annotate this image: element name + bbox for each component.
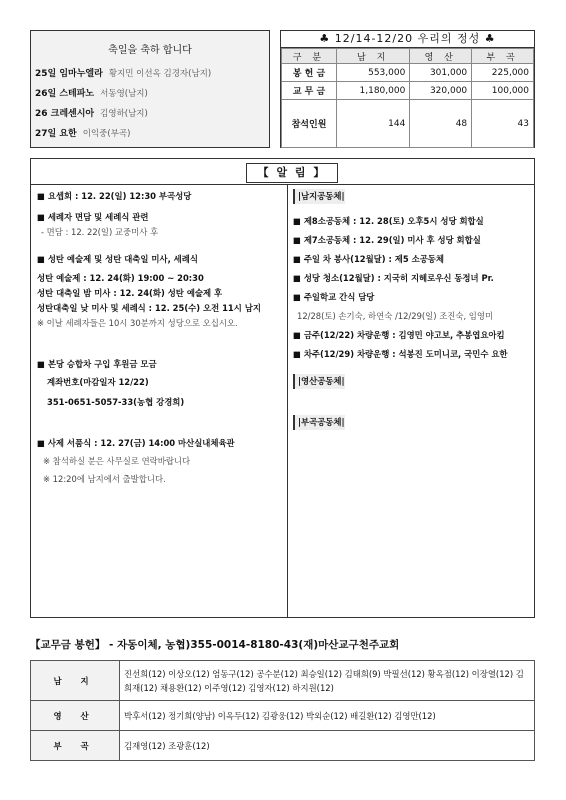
birthday-title: 축일을 축하 합니다	[108, 45, 192, 56]
notice-item: 성탄 예술제 : 12. 24(화) 19:00 ~ 20:30	[37, 273, 204, 283]
notice-item: ■ 주일학교 간식 담당	[293, 292, 375, 302]
divider	[31, 184, 534, 185]
birthday-entry: 27일 요한 이익중(부곡)	[35, 129, 131, 139]
table-row: 교 무 금 1,180,000 320,000 100,000	[282, 82, 534, 100]
section-heading: |영산공동체|	[293, 374, 345, 389]
notice-item: 성탄 대축일 밤 미사 : 12. 24(화) 성탄 예술제 후	[37, 288, 223, 298]
offering-header: 부 곡	[472, 49, 534, 64]
notice-left-column	[37, 189, 285, 487]
offering-title: ♣ 12/14-12/20 우리의 정성 ♣	[281, 31, 534, 48]
notice-item: ■ 본당 승합차 구입 후원금 모금	[37, 359, 157, 369]
offering-header: 영 산	[410, 49, 472, 64]
notice-right-column	[293, 189, 533, 430]
birthday-box	[30, 30, 270, 148]
notice-title: 【 알 림 】	[246, 163, 338, 183]
account-info: 【교무금 봉헌】 - 자동이체, 농협)355-0014-8180-43(재)마산교구천주교회	[30, 639, 400, 651]
notice-item: - 면담 : 12. 22(일) 교중미사 후	[41, 227, 159, 237]
notice-item: 351-0651-5057-33(농협 강경희)	[47, 397, 185, 407]
table-row: 봉 헌 금 553,000 301,000 225,000	[282, 64, 534, 82]
birthday-entry: 26일 스테파노 서동영(남지)	[35, 89, 148, 99]
notice-item: ※ 참석하실 분은 사무실로 연락바랍니다	[43, 456, 191, 466]
notice-item: ■ 주일 차 봉사(12월달) : 제5 소공동체	[293, 254, 444, 264]
notice-item: ■ 금주(12/22) 차량운행 : 김영민 야고보, 추봉엽요아킴	[293, 330, 505, 340]
offering-header: 남 지	[337, 49, 410, 64]
notice-item: ■ 차주(12/29) 차량운행 : 석봉진 도미니코, 국민수 요한	[293, 349, 508, 359]
table-row: 참석인원 144 48 43	[282, 100, 534, 148]
notice-item: 12/28(토) 손기숙, 하연숙 /12/29(일) 조진숙, 임영미	[297, 311, 494, 321]
donor-table	[30, 660, 535, 761]
notice-item: ■ 사제 서품식 : 12. 27(금) 14:00 마산실내체육관	[37, 438, 235, 448]
table-row: 남 지 진선희(12) 이상오(12) 엄동구(12) 공수분(12) 최승일(12) 김태희(9) 박필선(12) 황옥점(12) 이장열(12) 김희재(12) 채용환(12) 이주영(12) 김영자(12) 하지원(12)	[31, 661, 535, 701]
birthday-entry: 26 크레센시아 김영하(남지)	[35, 109, 148, 119]
table-row: 영 산 박후서(12) 정기희(양남) 이옥두(12) 김광웅(12) 박외순(12) 배길환(12) 김영만(12)	[31, 701, 535, 731]
notice-item: ※ 12:20에 남지에서 출발합니다.	[43, 474, 166, 484]
notice-item: ■ 제7소공동체 : 12. 29(일) 미사 후 성당 회합실	[293, 235, 481, 245]
notice-item: ■ 제8소공동체 : 12. 28(토) 오후5시 성당 회합실	[293, 216, 484, 226]
section-heading: |남지공동체|	[293, 189, 345, 204]
table-row: 부 곡 김재영(12) 조광훈(12)	[31, 731, 535, 761]
divider	[287, 184, 288, 617]
notice-item: 계좌번호(마감일자 12/22)	[47, 377, 149, 387]
notice-item: ■ 성당 청소(12월달) : 지국히 지헤로우신 동정녀 Pr.	[293, 273, 494, 283]
notice-item: ■ 세례자 면담 및 세례식 관련	[37, 212, 149, 222]
birthday-entry: 25일 임마누엘라 황지민 이선옥 김경자(남지)	[35, 69, 212, 79]
offering-table	[281, 48, 534, 148]
offering-header: 구 분	[282, 49, 337, 64]
notice-item: ■ 요셉회 : 12. 22(일) 12:30 부곡성당	[37, 191, 192, 201]
section-heading: |부곡공동체|	[293, 415, 345, 430]
notice-item: ■ 성탄 예술제 및 성탄 대축일 미사, 세례식	[37, 254, 198, 264]
notice-item: 성탄대축일 낮 미사 및 세례식 : 12. 25(수) 오전 11시 남지	[37, 303, 261, 313]
notice-box	[30, 158, 535, 618]
notice-item: ※ 이날 세례자들은 10시 30분까지 성당으로 오십시오.	[37, 318, 238, 328]
offering-box	[280, 30, 535, 148]
